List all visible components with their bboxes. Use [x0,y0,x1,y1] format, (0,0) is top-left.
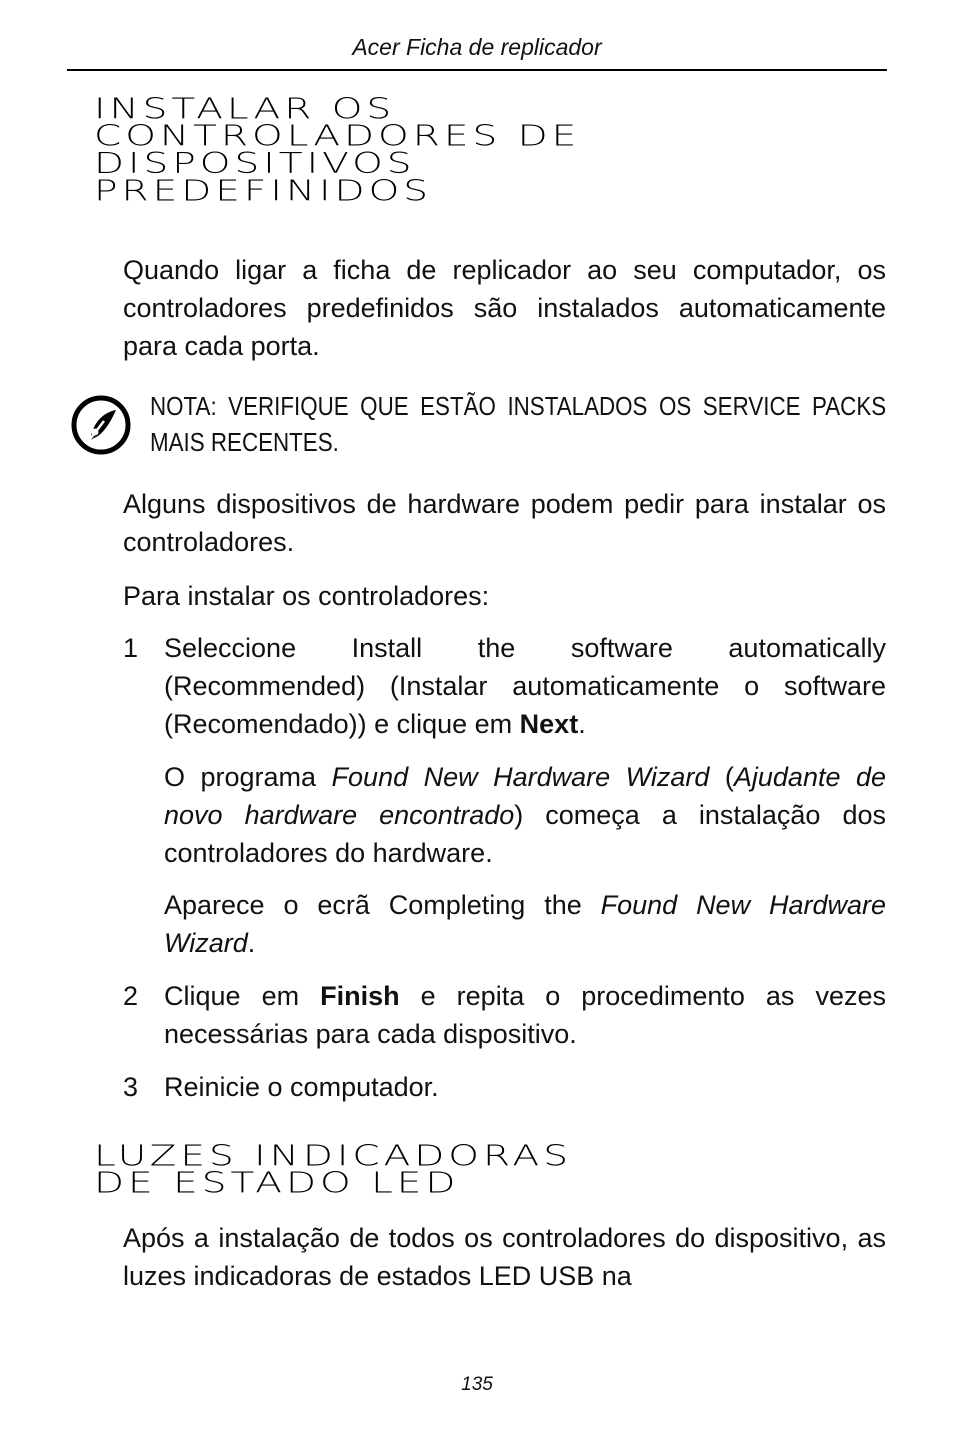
paragraph-to-install: Para instalar os controladores: [123,581,490,611]
running-header: Acer Ficha de replicador [352,34,602,60]
step-text: Reinicie o computador. [164,1072,439,1102]
paragraph-led: Após a instalação de todos os controladores do dispositivo, as luzes indicadoras de estados LED USB na [123,1223,886,1291]
heading-line: DE ESTADO LED [94,1167,460,1200]
intro-paragraph: Quando ligar a ficha de replicador ao seu computador, os controladores predefinidos são instalados automaticamente para cada porta. [123,255,886,361]
section-heading-led [94,1140,572,1200]
step-text: Seleccione Install the software automatically (Recommended) (Instalar automaticamente o software (Recomendado)) e clique em Next. [164,633,886,739]
step-1-sub-completing: Aparece o ecrã Completing the Found New Hardware Wizard. [164,890,887,958]
heading-line: CONTROLADORES DE [94,120,581,153]
step-number: 1 [123,633,139,663]
heading-line: LUZES INDICADORAS [94,1140,572,1173]
step-number: 3 [123,1072,139,1102]
note-feather-icon [70,394,132,456]
step-text: Clique em Finish e repita o procedimento as vezes necessárias para cada dispositivo. [164,981,886,1049]
paragraph-hardware: Alguns dispositivos de hardware podem pedir para instalar os controladores. [123,489,886,557]
button-label-next: Next [519,709,579,739]
note-text: NOTA: VERIFIQUE QUE ESTÃO INSTALADOS OS SERVICE PACKS MAIS RECENTES. [150,391,887,457]
page-number: 135 [461,1374,493,1395]
header-rule [67,69,887,71]
heading-line: INSTALAR OS [94,93,396,126]
heading-line: DISPOSITIVOS [94,147,416,181]
heading-line: PREDEFINIDOS [94,175,433,208]
step-number: 2 [123,981,139,1011]
step-1-sub-wizard: O programa Found New Hardware Wizard (Ajudante de novo hardware encontrado) começa a instalação dos controladores do hardware. [164,762,887,868]
section-heading-install-drivers [94,93,581,208]
button-label-finish: Finish [320,981,400,1011]
